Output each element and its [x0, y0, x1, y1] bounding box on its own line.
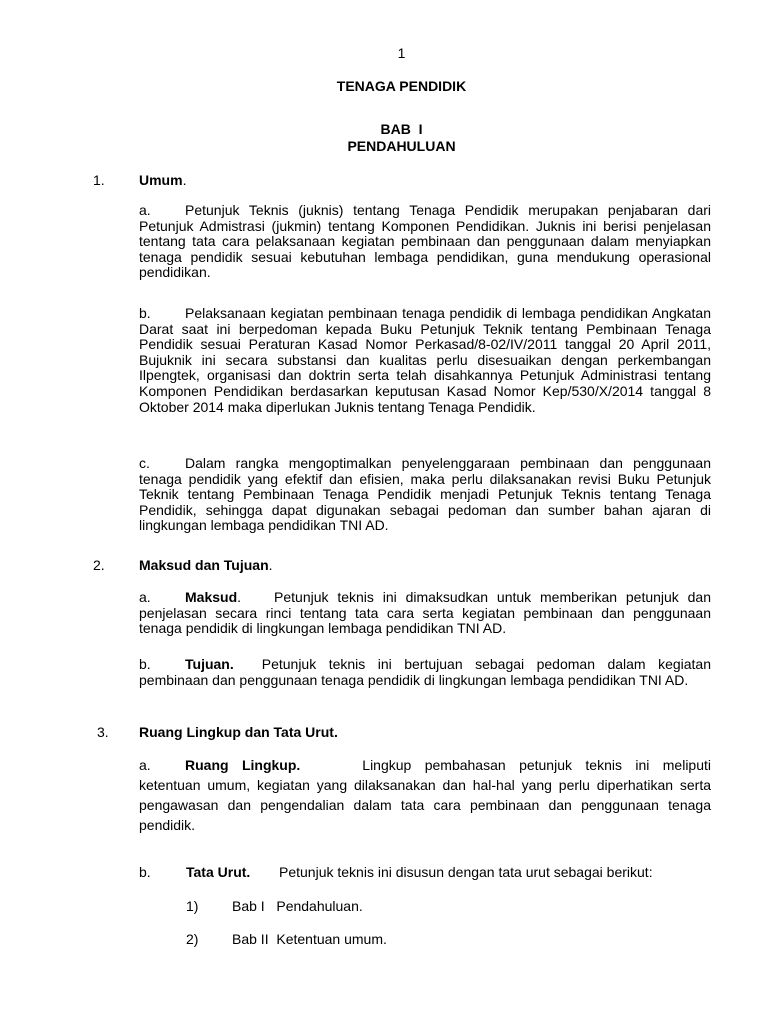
paragraph-label: b.: [139, 305, 151, 321]
section-1-paragraph-c: [139, 456, 711, 534]
paragraph-label: a.: [139, 589, 151, 605]
section-2-paragraph-a: [139, 590, 711, 637]
paragraph-heading: Maksud: [185, 589, 238, 605]
section-2-title-suffix: .: [268, 557, 273, 573]
section-3-paragraph-a: [139, 755, 711, 835]
paragraph-text: Petunjuk Teknis (juknis) tentang Tenaga Pendidik merupakan penjabaran dari Petunjuk Admistrasi (jukmin) tentang Komponen Pendidikan. Juknis ini berisi penjelasan tentang tata cara pelaksanaan kegiatan pembinaan dan penggunaan dalam menyiapkan tenaga pendidik sesuai kebutuhan lembaga pendidikan, guna mendukung operasional pendidikan.: [139, 202, 711, 281]
section-2-paragraph-b: [139, 657, 711, 688]
section-3-paragraph-b-heading: Tata Urut.: [186, 864, 251, 880]
list-item-1-number: 1): [186, 898, 199, 914]
document-title: TENAGA PENDIDIK: [336, 78, 467, 94]
section-3-number: 3.: [97, 724, 109, 740]
paragraph-text: Petunjuk teknis ini bertujuan sebagai pedoman dalam kegiatan pembinaan dan penggunaan tenaga pendidik di lingkungan lembaga pendidikan TNI AD.: [139, 656, 711, 688]
paragraph-label: a.: [139, 757, 151, 773]
page-number: 1: [397, 45, 406, 61]
paragraph-heading-suffix: .: [237, 589, 242, 605]
paragraph-label: a.: [139, 202, 151, 218]
section-1-title: [139, 172, 186, 188]
section-3-title: Ruang Lingkup dan Tata Urut.: [139, 724, 338, 740]
section-2-title: [139, 557, 273, 587]
section-2-title-text: Maksud dan Tujuan: [139, 557, 269, 573]
section-2-number: 2.: [93, 557, 105, 573]
section-3-paragraph-b-label: b.: [139, 864, 151, 880]
chapter-name: PENDAHULUAN: [347, 138, 456, 154]
paragraph-label: b.: [139, 656, 151, 672]
section-3-paragraph-b-text: Petunjuk teknis ini disusun dengan tata urut sebagai berikut:: [279, 864, 653, 880]
list-item-2-text: Bab II Ketentuan umum.: [232, 931, 387, 947]
paragraph-text: Pelaksanaan kegiatan pembinaan tenaga pendidik di lembaga pendidikan Angkatan Darat saat ini berpedoman kepada Buku Petunjuk Teknik tentang Pembinaan Tenaga Pendidik sesuai Peraturan Kasad Nomor Perkasad/8-02/IV/2011 tanggal 20 April 2011, Bujuknik ini secara substansi dan kualitas perlu disesuaikan dengan perkembangan Ilpengtek, organisasi dan doktrin serta telah disahkannya Petunjuk Administrasi tentang Komponen Pendidikan berdasarkan keputusan Kasad Nomor Kep/530/X/2014 tanggal 8 Oktober 2014 maka diperlukan Juknis tentang Tenaga Pendidik.: [139, 305, 711, 415]
paragraph-text: Lingkup pembahasan petunjuk teknis ini meliputi ketentuan umum, kegiatan yang dilaksanakan dan hal-hal yang perlu diperhatikan serta pengawasan dan pengendalian dalam tata cara pembinaan dan penggunaan tenaga pendidik.: [139, 757, 711, 833]
section-1-title-text: Umum: [139, 172, 183, 188]
section-1-paragraph-a: [139, 203, 711, 281]
list-item-1-text: Bab I Pendahuluan.: [232, 898, 363, 914]
list-item-2-number: 2): [186, 931, 199, 947]
section-1-paragraph-b: [139, 306, 711, 415]
section-1-number: 1.: [93, 172, 105, 188]
paragraph-text: Petunjuk teknis ini dimaksudkan untuk memberikan petunjuk dan penjelasan secara rinci tentang tata cara serta kegiatan pembinaan dan penggunaan tenaga pendidik di lingkungan lembaga pendidikan TNI AD.: [139, 589, 711, 637]
paragraph-label: c.: [139, 455, 150, 471]
paragraph-heading: Tujuan.: [185, 656, 234, 672]
paragraph-heading: Ruang Lingkup.: [185, 757, 301, 773]
paragraph-text: Dalam rangka mengoptimalkan penyelenggaraan pembinaan dan penggunaan tenaga pendidik yang efektif dan efisien, maka perlu dilaksanakan revisi Buku Petunjuk Teknik tentang Pembinaan Tenaga Pendidik menjadi Petunjuk Teknis tentang Tenaga Pendidik, sehingga dapat digunakan sebagai pedoman dan sumber bahan ajaran di lingkungan lembaga pendidikan TNI AD.: [139, 455, 711, 534]
chapter-label: BAB I: [380, 121, 423, 137]
section-1-title-suffix: .: [182, 172, 187, 188]
